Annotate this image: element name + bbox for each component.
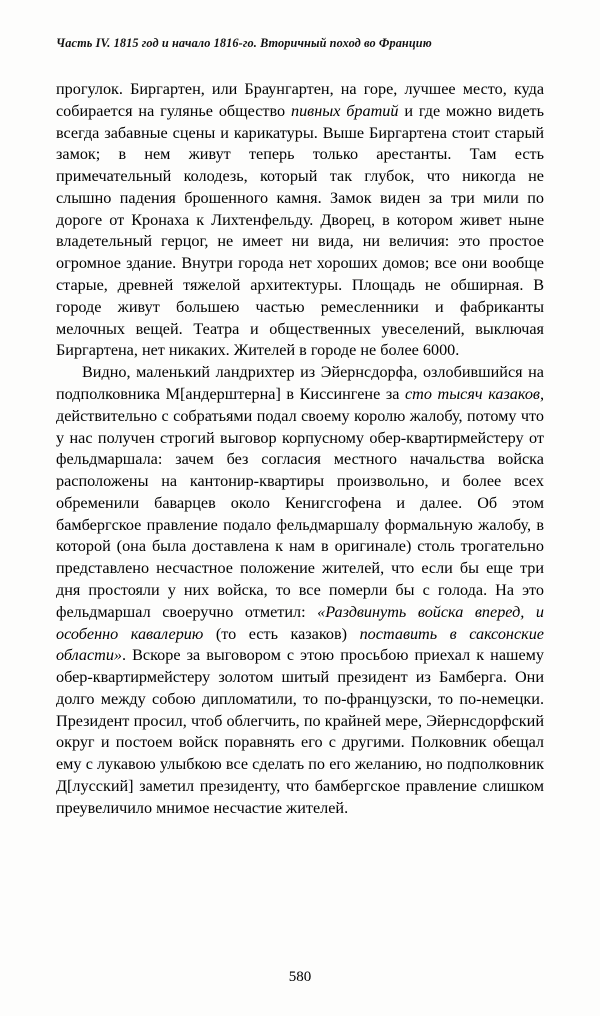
- emphasis-text: «Раздвинуть войска вперед, и особенно кавалерию: [56, 602, 544, 643]
- emphasis-text: поставить в саксонские области»: [56, 624, 544, 665]
- paragraph: Видно, маленький ландрихтер из Эйернсдорфа, озлобившийся на подполковника М[андерштерна] в Киссингене за сто тысяч казаков, действительно с собратьями подал своему королю жалобу, потому что у нас получен строгий выговор корпусному обер-квартирмейстеру от фельдмаршала: зачем без согласия местного начальства войска расположены на кантонир-квартиры произвольно, и более всех обременили баварцев около Кенигсгофена и далее. Об этом бамбергское правление подало фельдмаршалу формальную жалобу, в которой (она была доставлена к нам в оригинале) столь трогательно представлено несчастное положение жителей, что если бы еще три дня простояли у них войска, то все померли бы с голода. На это фельдмаршал своеручно отметил: «Раздвинуть войска вперед, и особенно кавалерию (то есть казаков) поставить в саксонские области». Вскоре за выговором с этою просьбою приехал к нашему обер-квартирмейстеру золотом шитый президент из Бамберга. Они долго между собою дипломатили, то по-французски, то по-немецки. Президент просил, чтоб облегчить, по крайней мере, Эйернсдорфский округ и постоем войск поравнять его с другими. Полковник обещал ему с лукавою улыбкою все сделать по его желанию, но подполковник Д[лусский] заметил президенту, что бамбергское правление слишком преувеличило мнимое несчастие жителей.: [56, 363, 544, 817]
- emphasis-text: пивных братий: [290, 101, 399, 120]
- running-head: Часть IV. 1815 год и начало 1816-го. Вторичный поход во Францию: [56, 36, 432, 50]
- emphasis-text: сто тысяч казаков,: [404, 384, 544, 403]
- paragraph: прогулок. Биргартен, или Браунгартен, на горе, лучшее место, куда собирается на гулянье общество пивных братий и где можно видеть всегда забавные сцены и карикатуры. Выше Биргартена стоит старый замок; в нем живут теперь только арестанты. Там есть примечательный колодезь, который так глубок, что никогда не слышно падения брошенного камня. Замок виден за три мили по дороге от Кронаха к Лихтенфельду. Дворец, в котором живет ныне владетельный герцог, не имеет ни вида, ни величия: это простое огромное здание. Внутри города нет хороших домов; все они вообще старые, древней тяжелой архитектуры. Площадь не обширная. В городе живут большею частью ремесленники и фабриканты мелочных вещей. Театра и общественных увеселений, выключая Биргартена, нет никаких. Жителей в городе не более 6000.: [56, 80, 544, 360]
- body-text: [56, 79, 544, 820]
- page-number: 580: [288, 969, 312, 985]
